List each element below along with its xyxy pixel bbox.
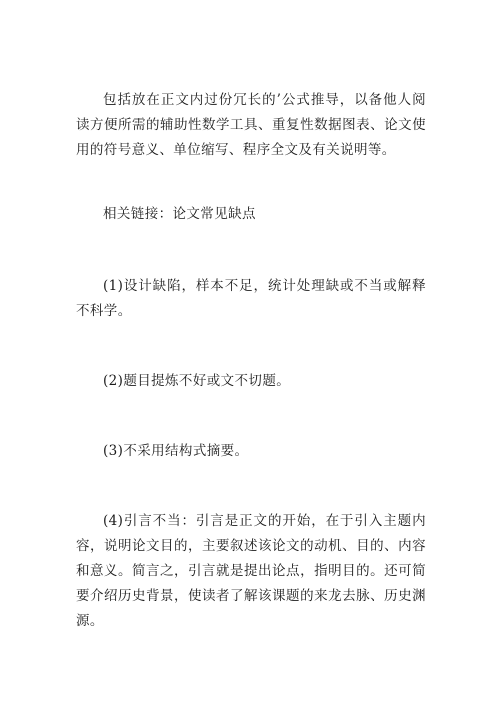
appendix-paragraph: 包括放在正文内过份冗长的’公式推导，以备他人阅读方便所需的辅助性数学工具、重复性数据图表、论文使用的符号意义、单位缩写、程序全文及有关说明等。 (76, 92, 426, 158)
defect-item-4: (4)引言不当：引言是正文的开始，在于引入主题内容，说明论文目的，主要叙述该论文的动机、目的、内容和意义。简言之，引言就是提出论点，指明目的。还可简要介绍历史背景，使读者了解该课题的来龙去脉、历史渊源。 (76, 513, 426, 629)
defect-item-1: (1)设计缺陷，样本不足，统计处理缺或不当或解释不科学。 (76, 278, 426, 319)
defect-item-3: (3)不采用结构式摘要。 (103, 443, 249, 459)
related-link-heading: 相关链接：论文常见缺点 (103, 206, 256, 222)
defect-item-2: (2)题目提炼不好或文不切题。 (103, 373, 291, 389)
